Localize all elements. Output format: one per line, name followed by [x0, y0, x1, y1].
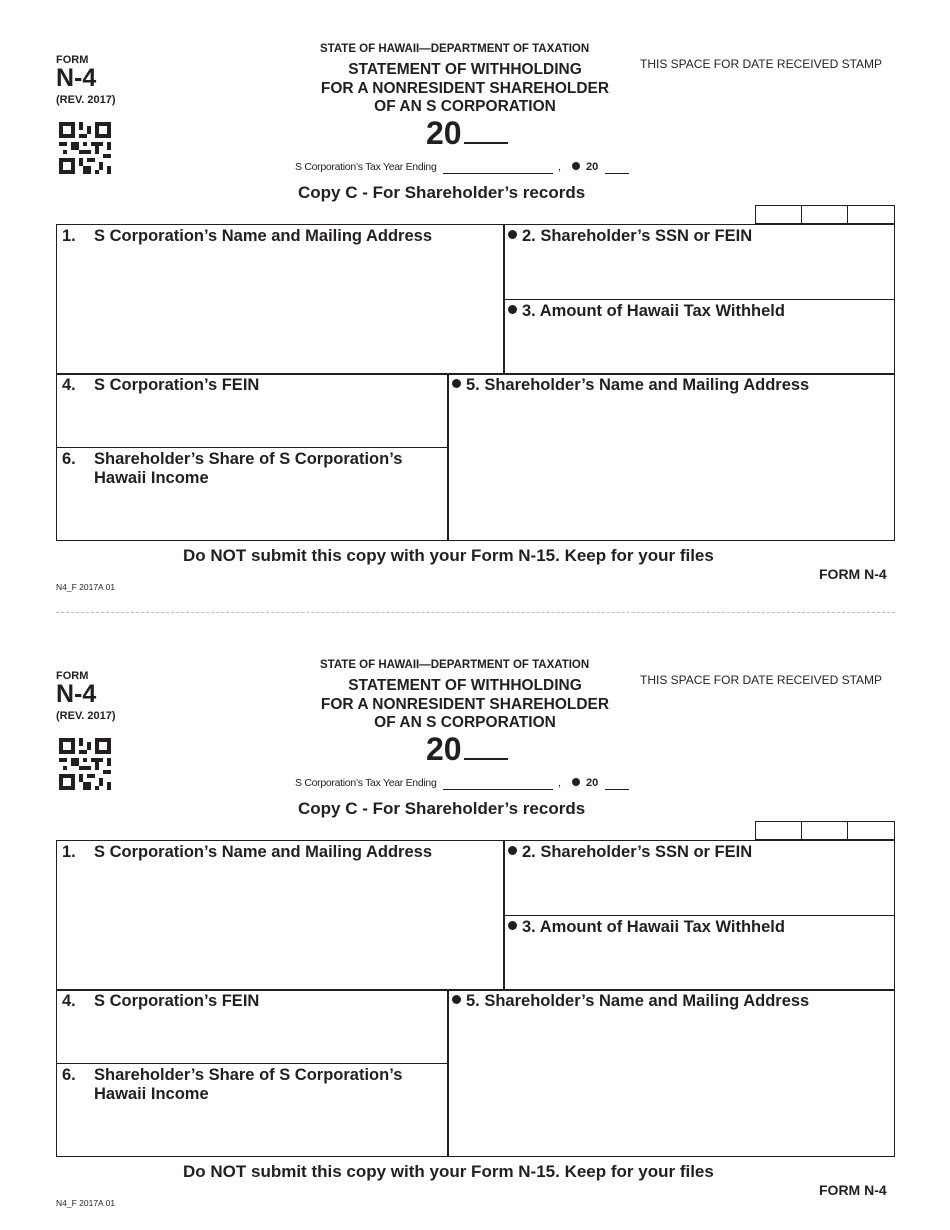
- office-use-box: [755, 205, 802, 224]
- box-5-label: [452, 376, 809, 395]
- box-5-label: [452, 992, 809, 1011]
- box-text: 5. Shareholder’s Name and Mailing Address: [466, 376, 810, 394]
- box-5-shareholder-name-address[interactable]: [447, 989, 895, 1157]
- box-number: 6.: [62, 1066, 76, 1084]
- box-6-shareholder-share-income[interactable]: [56, 447, 449, 541]
- box-2-label: [508, 843, 752, 862]
- box-text: S Corporation’s FEIN: [94, 376, 260, 394]
- required-bullet-icon: [572, 162, 580, 170]
- tax-year-20: 20: [586, 161, 599, 173]
- box-text-line: Hawaii Income: [94, 469, 209, 487]
- year-prefix: 20: [426, 115, 462, 151]
- tax-year-heading: [426, 729, 508, 769]
- box-number: 1.: [62, 227, 76, 245]
- year-blank-field[interactable]: [464, 114, 508, 144]
- required-bullet-icon: [508, 230, 517, 239]
- office-use-box: [755, 821, 802, 840]
- office-use-box: [801, 205, 848, 224]
- box-3-hawaii-tax-withheld[interactable]: [503, 915, 895, 991]
- do-not-submit-notice: Do NOT submit this copy with your Form N-15. Keep for your files: [183, 1162, 714, 1181]
- box-number: 4.: [62, 376, 76, 394]
- required-bullet-icon: [452, 995, 461, 1004]
- year-prefix: 20: [426, 731, 462, 767]
- form-title: [300, 61, 630, 117]
- box-2-label: [508, 227, 752, 246]
- required-bullet-icon: [572, 778, 580, 786]
- title-line: OF AN S CORPORATION: [374, 98, 556, 115]
- tax-year-heading: [426, 113, 508, 153]
- box-2-shareholder-ssn-fein[interactable]: [503, 224, 895, 300]
- form-revision: (REV. 2017): [56, 94, 116, 106]
- tax-year-20: 20: [586, 777, 599, 789]
- box-text: S Corporation’s Name and Mailing Address: [94, 843, 433, 861]
- tax-year-ending-year-field[interactable]: [605, 173, 629, 174]
- box-1-corporation-name-address[interactable]: [56, 224, 505, 375]
- box-text: 5. Shareholder’s Name and Mailing Address: [466, 992, 810, 1010]
- form-code: N4_F 2017A 01: [56, 582, 116, 592]
- box-text-line: Shareholder’s Share of S Corporation’s: [94, 450, 403, 468]
- title-line: STATEMENT OF WITHHOLDING: [348, 61, 582, 78]
- qr-code-icon: [59, 738, 111, 790]
- box-3-label: [508, 302, 785, 321]
- date-received-stamp-note: THIS SPACE FOR DATE RECEIVED STAMP: [640, 57, 883, 71]
- department-heading: STATE OF HAWAII—DEPARTMENT OF TAXATION: [320, 43, 590, 55]
- form-copy-top: [0, 0, 950, 600]
- box-number: 1.: [62, 843, 76, 861]
- box-text: 2. Shareholder’s SSN or FEIN: [522, 227, 753, 245]
- tax-year-comma: ,: [558, 777, 562, 789]
- form-word: FORM: [56, 670, 89, 682]
- form-number: N-4: [56, 680, 97, 708]
- required-bullet-icon: [508, 846, 517, 855]
- form-footer-label: FORM N-4: [819, 566, 887, 582]
- form-title: [300, 677, 630, 733]
- box-3-label: [508, 918, 785, 937]
- box-1-corporation-name-address[interactable]: [56, 840, 505, 991]
- box-text: 3. Amount of Hawaii Tax Withheld: [522, 918, 785, 936]
- form-word: FORM: [56, 54, 89, 66]
- copy-label: Copy C - For Shareholder’s records: [298, 183, 586, 202]
- form-number: N-4: [56, 64, 97, 92]
- required-bullet-icon: [508, 305, 517, 314]
- tax-year-ending-field[interactable]: [443, 173, 553, 174]
- box-text-line: Shareholder’s Share of S Corporation’s: [94, 1066, 403, 1084]
- box-5-shareholder-name-address[interactable]: [447, 373, 895, 541]
- box-text: [94, 450, 402, 488]
- box-text: 2. Shareholder’s SSN or FEIN: [522, 843, 753, 861]
- date-received-stamp-note: THIS SPACE FOR DATE RECEIVED STAMP: [640, 673, 883, 687]
- tax-year-comma: ,: [558, 161, 562, 173]
- box-number: 6.: [62, 450, 76, 468]
- box-4-corporation-fein[interactable]: [56, 989, 449, 1064]
- office-use-box: [801, 821, 848, 840]
- office-use-box: [847, 205, 895, 224]
- required-bullet-icon: [452, 379, 461, 388]
- box-text: S Corporation’s Name and Mailing Address: [94, 227, 433, 245]
- box-4-corporation-fein[interactable]: [56, 373, 449, 448]
- form-revision: (REV. 2017): [56, 710, 116, 722]
- department-heading: STATE OF HAWAII—DEPARTMENT OF TAXATION: [320, 659, 590, 671]
- office-use-box: [847, 821, 895, 840]
- box-text: S Corporation’s FEIN: [94, 992, 260, 1010]
- form-code: N4_F 2017A 01: [56, 1198, 116, 1208]
- box-text: [94, 1066, 402, 1104]
- title-line: STATEMENT OF WITHHOLDING: [348, 677, 582, 694]
- tax-year-ending-year-field[interactable]: [605, 789, 629, 790]
- tax-year-ending-label: S Corporation’s Tax Year Ending: [295, 161, 437, 173]
- form-footer-label: FORM N-4: [819, 1182, 887, 1198]
- required-bullet-icon: [508, 921, 517, 930]
- form-copy-bottom: [0, 616, 950, 1216]
- title-line: FOR A NONRESIDENT SHAREHOLDER: [320, 79, 610, 97]
- cut-line-divider: [56, 612, 895, 613]
- box-2-shareholder-ssn-fein[interactable]: [503, 840, 895, 916]
- copy-label: Copy C - For Shareholder’s records: [298, 799, 586, 818]
- title-line: FOR A NONRESIDENT SHAREHOLDER: [320, 695, 610, 713]
- box-text-line: Hawaii Income: [94, 1085, 209, 1103]
- box-3-hawaii-tax-withheld[interactable]: [503, 299, 895, 375]
- qr-code-icon: [59, 122, 111, 174]
- year-blank-field[interactable]: [464, 730, 508, 760]
- box-6-shareholder-share-income[interactable]: [56, 1063, 449, 1157]
- tax-year-ending-field[interactable]: [443, 789, 553, 790]
- box-text: 3. Amount of Hawaii Tax Withheld: [522, 302, 785, 320]
- tax-year-ending-label: S Corporation’s Tax Year Ending: [295, 777, 437, 789]
- title-line: OF AN S CORPORATION: [374, 714, 556, 731]
- do-not-submit-notice: Do NOT submit this copy with your Form N-15. Keep for your files: [183, 546, 714, 565]
- box-number: 4.: [62, 992, 76, 1010]
